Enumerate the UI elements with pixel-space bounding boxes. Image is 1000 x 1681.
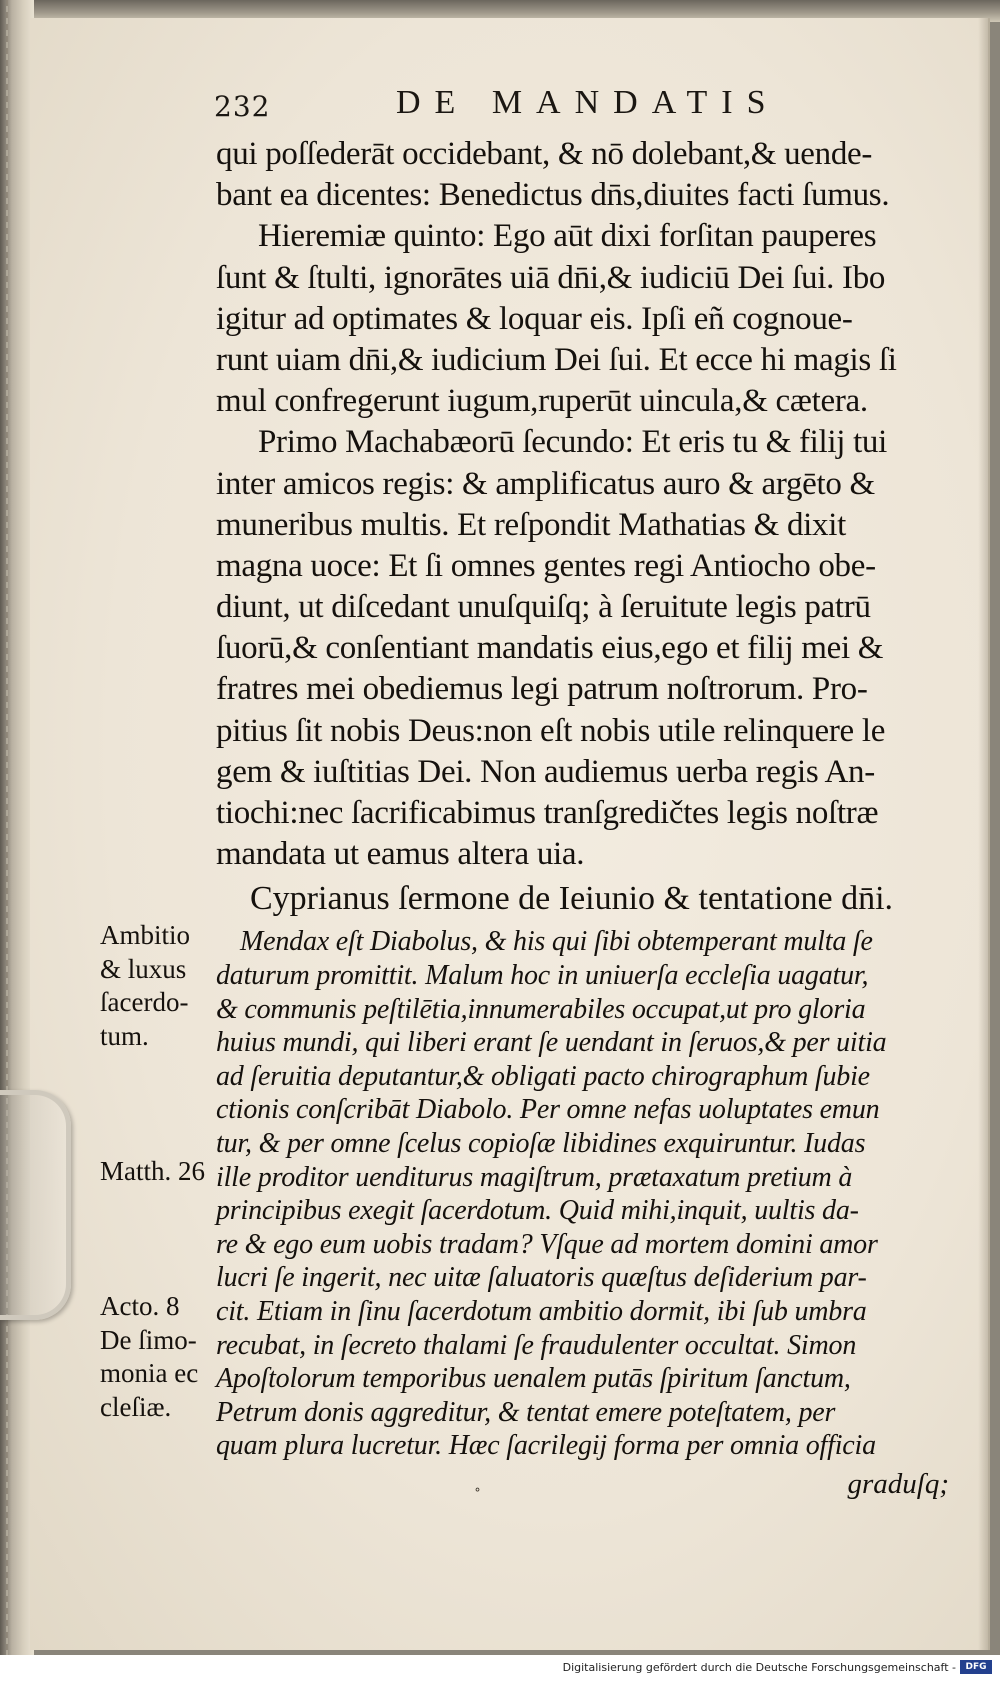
marginal-line: cleſiæ. <box>100 1391 172 1422</box>
quotation-line: Mendax eſt Diabolus, & his qui ſibi obtemperant multa ſe <box>240 926 873 958</box>
text-line: mandata ut eamus altera uia. <box>216 836 585 873</box>
page-stack-edge <box>0 0 34 1655</box>
running-head <box>0 86 1000 126</box>
quotation-line: daturum promittit. Malum hoc in uniuerſa eccleſia uagatur, <box>216 959 869 991</box>
footer-bar <box>0 1655 1000 1681</box>
quotation-line: huius mundi, qui liberi erant ſe uendant in ſeruos,& per uitia <box>216 1027 887 1059</box>
section-heading: Cyprianus ſermone de Ieiunio & tentatione dn̄i. <box>250 880 894 918</box>
catchword: graduſq; <box>847 1467 949 1500</box>
quotation-line: Petrum donis aggreditur, & tentat emere poteſtatem, per <box>216 1396 836 1428</box>
page-clip <box>0 1090 71 1320</box>
text-line: gem & iuſtitias Dei. Non audiemus uerba regis An- <box>216 753 875 790</box>
marginal-line: De ſimo- <box>100 1324 197 1355</box>
quotation-line: & communis peſtilētia,innumerabiles occupat,ut pro gloria <box>216 993 866 1025</box>
text-line: inter amicos regis: & amplificatus auro & argēto & <box>216 465 875 502</box>
text-line: ſuorū,& conſentiant mandatis eius,ego et filij mei & <box>216 630 884 667</box>
text-line: mul confregerunt iugum,ruperūt uincula,& cætera. <box>216 383 868 420</box>
text-line: runt uiam dn̄i,& iudicium Dei ſui. Et ecce hi magis ſi <box>216 341 897 378</box>
text-line: ſunt & ſtulti, ignorātes uiā dn̄i,& iudiciū Dei ſui. Ibo <box>216 259 886 296</box>
marginal-line: tum. <box>100 1020 149 1051</box>
running-title: DE MANDATIS <box>396 84 780 121</box>
main-text <box>216 134 961 1501</box>
quotation-block <box>216 925 961 1463</box>
text-line: Primo Machabæorū ſecundo: Et eris tu & filij tui <box>258 424 888 461</box>
text-line: magna uoce: Et ſi omnes gentes regi Antiocho obe- <box>216 547 876 584</box>
marginal-line: Ambitio <box>100 920 191 950</box>
quotation-line: ctionis conſcribāt Diabolo. Per omne nefas uoluptates emun <box>216 1094 880 1126</box>
quotation-line: recubat, in ſecreto thalami ſe fraudulenter occultat. Simon <box>216 1329 857 1361</box>
marginal-note-matth <box>100 1155 212 1189</box>
text-line: pitius ſit nobis Deus:non eſt nobis utile relinquere le <box>216 712 886 749</box>
quotation-line: quam plura lucretur. Hæc ſacrilegij forma per omnia officia <box>216 1430 876 1462</box>
marginal-line: ſacerdo- <box>100 987 189 1018</box>
quotation-line: tur, & per omne ſcelus copioſæ libidines exquiruntur. Iudas <box>216 1127 866 1159</box>
quotation-line: re & ego eum uobis tradam? Vſque ad mortem domini amor <box>216 1228 878 1260</box>
marginal-line: Matth. 26 <box>100 1156 205 1186</box>
quotation-line: cit. Etiam in ſinu ſacerdotum ambitio dormit, ibi ſub umbra <box>216 1295 867 1327</box>
text-line: tiochi:nec ſacrificabimus tranſgredičtes legis noſtræ <box>216 795 879 831</box>
marginal-note-acto <box>100 1290 212 1424</box>
quotation-line: lucri ſe ingerit, nec uitæ ſaluatoris quæſtus deſiderium par- <box>216 1262 867 1294</box>
dfg-logo: DFG <box>960 1660 992 1674</box>
marginal-line: Acto. 8 <box>100 1291 180 1321</box>
text-line: Hieremiæ quinto: Ego aūt dixi forſitan pauperes <box>258 218 877 255</box>
marginal-note-ambitio <box>100 919 212 1053</box>
funding-credit: Digitalisierung gefördert durch die Deutsche Forschungsgemeinschaft - <box>562 1661 956 1674</box>
text-line: diunt, ut diſcedant unuſquiſq; à ſeruitute legis patrū <box>216 589 871 626</box>
ornament-mark: ˚ <box>474 1488 481 1504</box>
quotation-line: principibus exegit ſacerdotum. Quid mihi,inquit, uultis da- <box>216 1195 859 1227</box>
text-line: bant ea dicentes: Benedictus dn̄s,diuites facti ſumus. <box>216 177 890 214</box>
quotation-line: Apoſtolorum temporibus uenalem putās ſpiritum ſanctum, <box>216 1363 851 1395</box>
quotation-line: ad ſeruitia deputantur,& obligati pacto chirographum ſubie <box>216 1060 870 1092</box>
marginal-line: monia ec <box>100 1358 199 1389</box>
text-line: muneribus multis. Et reſpondit Mathatias & dixit <box>216 506 846 543</box>
marginal-line: & luxus <box>100 953 187 984</box>
page-right-shadow <box>978 18 988 1650</box>
text-line: qui poſſederāt occidebant, & nō dolebant,& uende- <box>216 136 873 172</box>
quotation-line: ille proditor uenditurus magiſtrum, prætaxatum pretium à <box>216 1161 853 1193</box>
text-line: fratres mei obediemus legi patrum noſtrorum. Pro- <box>216 671 868 708</box>
page-number: 232 <box>214 90 271 123</box>
text-line: igitur ad optimates & loquar eis. Ipſi eñ cognoue- <box>216 300 853 337</box>
